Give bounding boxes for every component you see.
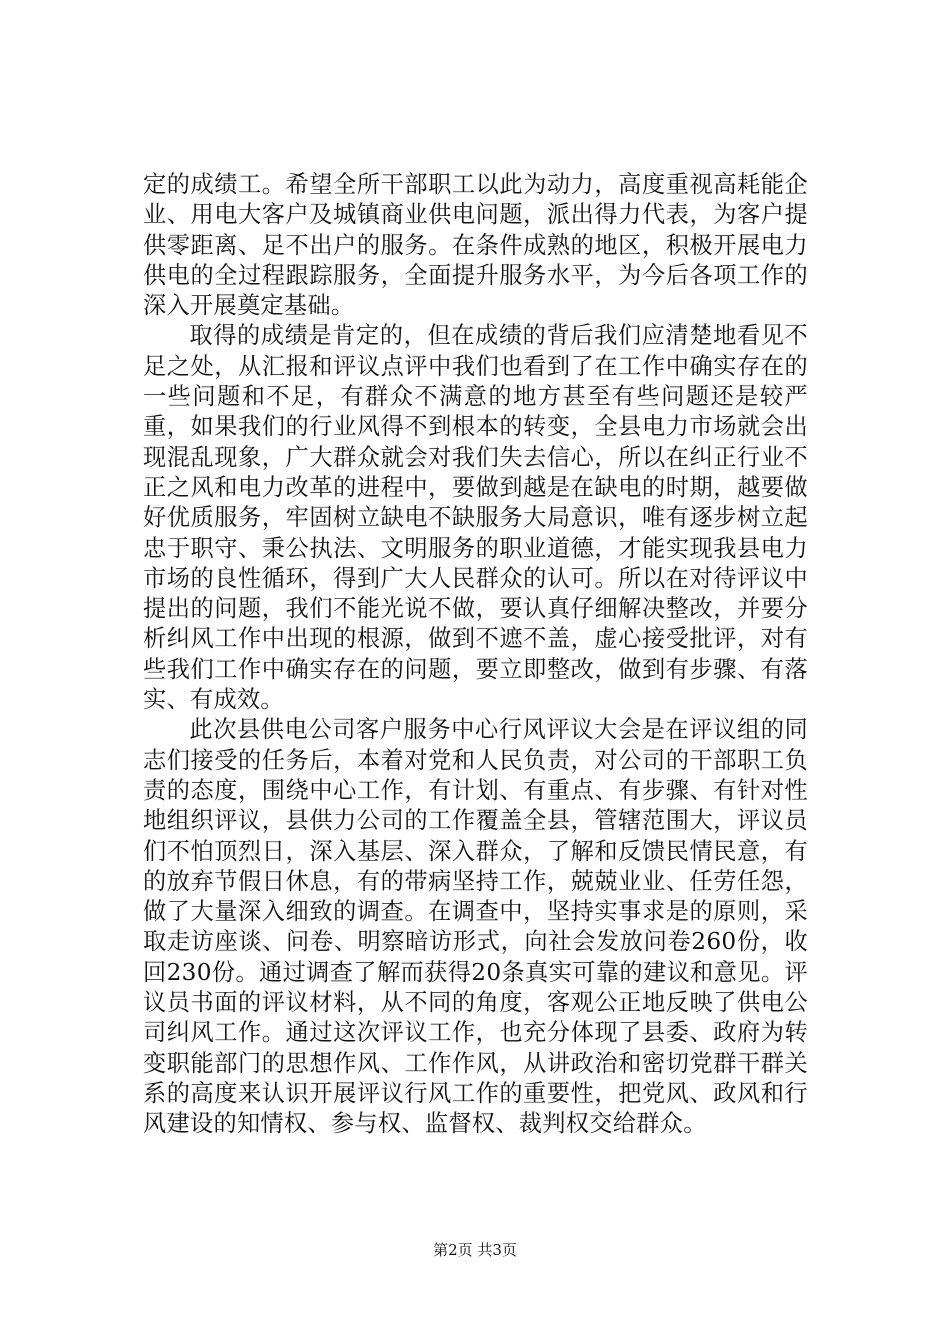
paragraph-continuation: 定的成绩工。希望全所干部职工以此为动力，高度重视高耗能企业、用电大客户及城镇商业供电问题，派出得力代表，为客户提供零距离、足不出户的服务。在条件成熟的地区，积极开展电力供电的全过程跟踪服务，全面提升服务水平，为今后各项工作的深入开展奠定基础。 [143,171,808,320]
paragraph-review-meeting: 此次县供电公司客户服务中心行风评议大会是在评议组的同志们接受的任务后，本着对党和人民负责，对公司的干部职工负责的态度，围绕中心工作，有计划、有重点、有步骤、有针对性地组织评议，县供力公司的工作覆盖全县，管辖范围大，评议员们不怕顶烈日，深入基层、深入群众，了解和反馈民情民意，有的放弃节假日休息，有的带病坚持工作，兢兢业业、任劳任怨，做了大量深入细致的调查。在调查中，坚持实事求是的原则，采取走访座谈、问卷、明察暗访形式，向社会发放问卷260份，收回230份。通过调查了解而获得20条真实可靠的建议和意见。评议员书面的评议材料，从不同的角度，客观公正地反映了供电公司纠风工作。通过这次评议工作，也充分体现了县委、政府为转变职能部门的思想作风、工作作风，从讲政治和密切党群干群关系的高度来认识开展评议行风工作的重要性，把党风、政风和行风建设的知情权、参与权、监督权、裁判权交给群众。 [143,716,808,1138]
document-body [143,170,808,1140]
paragraph-achievements: 取得的成绩是肯定的，但在成绩的背后我们应清楚地看见不足之处，从汇报和评议点评中我们也看到了在工作中确实存在的一些问题和不足，有群众不满意的地方甚至有些问题还是较严重，如果我们的行业风得不到根本的转变，全县电力市场就会出现混乱现象，广大群众就会对我们失去信心，所以在纠正行业不正之风和电力改革的进程中，要做到越是在缺电的时期，越要做好优质服务，牢固树立缺电不缺服务大局意识，唯有逐步树立起忠于职守、秉公执法、文明服务的职业道德，才能实现我县电力市场的良性循环，得到广大人民群众的认可。所以在对待评议中提出的问题，我们不能光说不做，要认真仔细解决整改，并要分析纠风工作中出现的根源，做到不遮不盖，虚心接受批评，对有些我们工作中确实存在的问题，要立即整改，做到有步骤、有落实、有成效。 [143,322,808,714]
page-footer: 第2页 共3页 [433,1241,517,1259]
